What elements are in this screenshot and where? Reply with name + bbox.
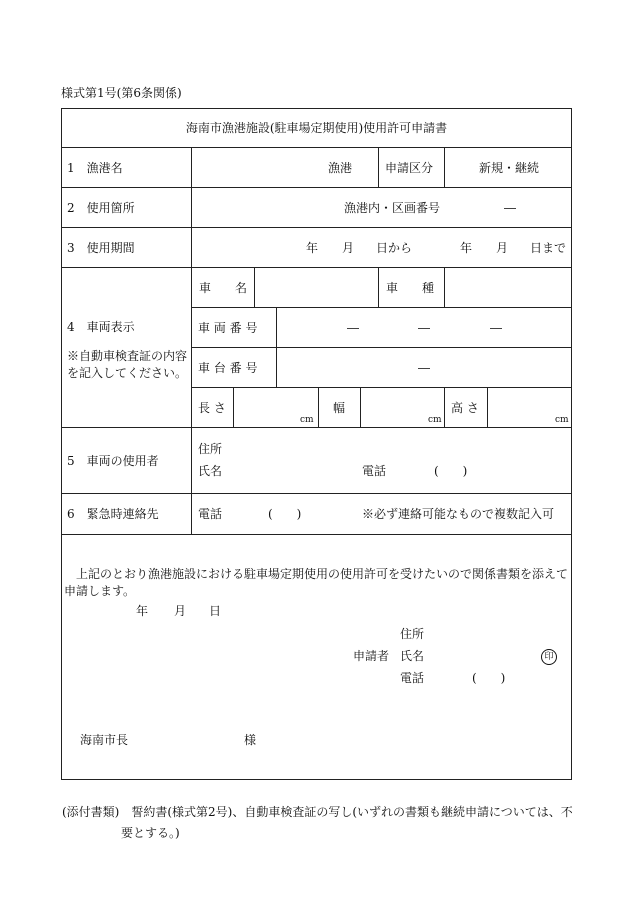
grid-line <box>61 534 572 535</box>
applicant-address-label: 住所 <box>400 627 425 641</box>
grid-line <box>276 307 277 387</box>
vehicle-note-line1: ※自動車検査証の内容 <box>67 349 188 363</box>
form-number: 様式第1号(第6条関係) <box>61 86 182 100</box>
date-day: 日 <box>209 604 222 618</box>
plate-dash: ― <box>490 321 502 335</box>
application-category-value: 新規・継続 <box>479 161 540 175</box>
height-unit: cm <box>555 415 569 425</box>
period-to-day: 日まで <box>530 241 567 255</box>
declaration-text: 上記のとおり漁港施設における駐車場定期使用の使用許可を受けたいので関係書類を添えて申請します。 <box>64 567 569 598</box>
attachments-line2: 要とする。) <box>121 826 180 840</box>
row6-label: 6 緊急時連絡先 <box>67 507 159 521</box>
applicant-phone-label: 電話 <box>400 671 425 685</box>
addressee: 海南市長 <box>80 733 129 747</box>
emergency-note: ※必ず連絡可能なもので複数記入可 <box>362 507 555 521</box>
user-address-label: 住所 <box>198 442 223 456</box>
width-unit: cm <box>428 415 442 425</box>
user-phone-parens: ( ) <box>434 464 468 478</box>
grid-line <box>444 267 445 307</box>
length-unit: cm <box>300 415 314 425</box>
grid-line <box>444 147 445 187</box>
grid-line <box>444 387 445 427</box>
row5-label: 5 車両の使用者 <box>67 454 159 468</box>
applicant-label: 申請者 <box>353 649 390 663</box>
grid-line <box>318 387 319 427</box>
plate-number-label: 車 両 番 号 <box>198 321 258 335</box>
grid-line <box>487 387 488 427</box>
seal-mark: 印 <box>541 649 557 665</box>
grid-line <box>233 387 234 427</box>
fishing-port-suffix: 漁港 <box>328 161 353 175</box>
grid-line <box>254 267 255 307</box>
grid-line <box>61 427 572 428</box>
date-year: 年 <box>136 604 149 618</box>
period-from-day: 日から <box>376 241 413 255</box>
period-to-year: 年 <box>460 241 473 255</box>
emergency-phone-parens: ( ) <box>268 507 302 521</box>
plate-dash: ― <box>418 321 430 335</box>
chassis-number-label: 車 台 番 号 <box>198 361 258 375</box>
grid-line <box>61 493 572 494</box>
usage-location-text: 漁港内・区画番号 <box>344 201 441 215</box>
grid-line <box>191 347 572 348</box>
form-title: 海南市漁港施設(駐車場定期使用)使用許可申請書 <box>185 121 448 135</box>
grid-line <box>191 147 192 534</box>
row2-label: 2 使用箇所 <box>67 201 135 215</box>
period-from-year: 年 <box>306 241 319 255</box>
row4-label: 4 車両表示 <box>67 320 135 334</box>
section-number-dash: ― <box>504 201 516 215</box>
period-from-month: 月 <box>342 241 355 255</box>
applicant-name-label: 氏名 <box>400 649 425 663</box>
grid-line <box>191 387 572 388</box>
grid-line <box>61 227 572 228</box>
grid-line <box>378 267 379 307</box>
height-label: 高 さ <box>451 401 479 415</box>
user-name-label: 氏名 <box>198 464 223 478</box>
grid-line <box>191 307 572 308</box>
attachments-line1: (添付書類) 誓約書(様式第2号)、自動車検査証の写し(いずれの書類も継続申請については、不 <box>62 805 573 819</box>
grid-line <box>61 187 572 188</box>
car-name-label: 車 名 <box>199 281 248 295</box>
period-to-month: 月 <box>496 241 509 255</box>
honorific: 様 <box>244 733 257 747</box>
applicant-phone-parens: ( ) <box>472 671 506 685</box>
grid-line <box>61 147 572 148</box>
emergency-phone-label: 電話 <box>198 507 223 521</box>
vehicle-note-line2: を記入してください。 <box>67 366 188 380</box>
grid-line <box>378 147 379 187</box>
width-label: 幅 <box>333 401 346 415</box>
car-type-label: 車 種 <box>386 281 435 295</box>
plate-dash: ― <box>347 321 359 335</box>
chassis-dash: ― <box>418 361 430 375</box>
row1-label: 1 漁港名 <box>67 161 123 175</box>
grid-line <box>360 387 361 427</box>
date-month: 月 <box>174 604 187 618</box>
grid-line <box>61 267 572 268</box>
application-category-label: 申請区分 <box>385 161 434 175</box>
row3-label: 3 使用期間 <box>67 241 135 255</box>
length-label: 長 さ <box>198 401 226 415</box>
user-phone-label: 電話 <box>362 464 387 478</box>
